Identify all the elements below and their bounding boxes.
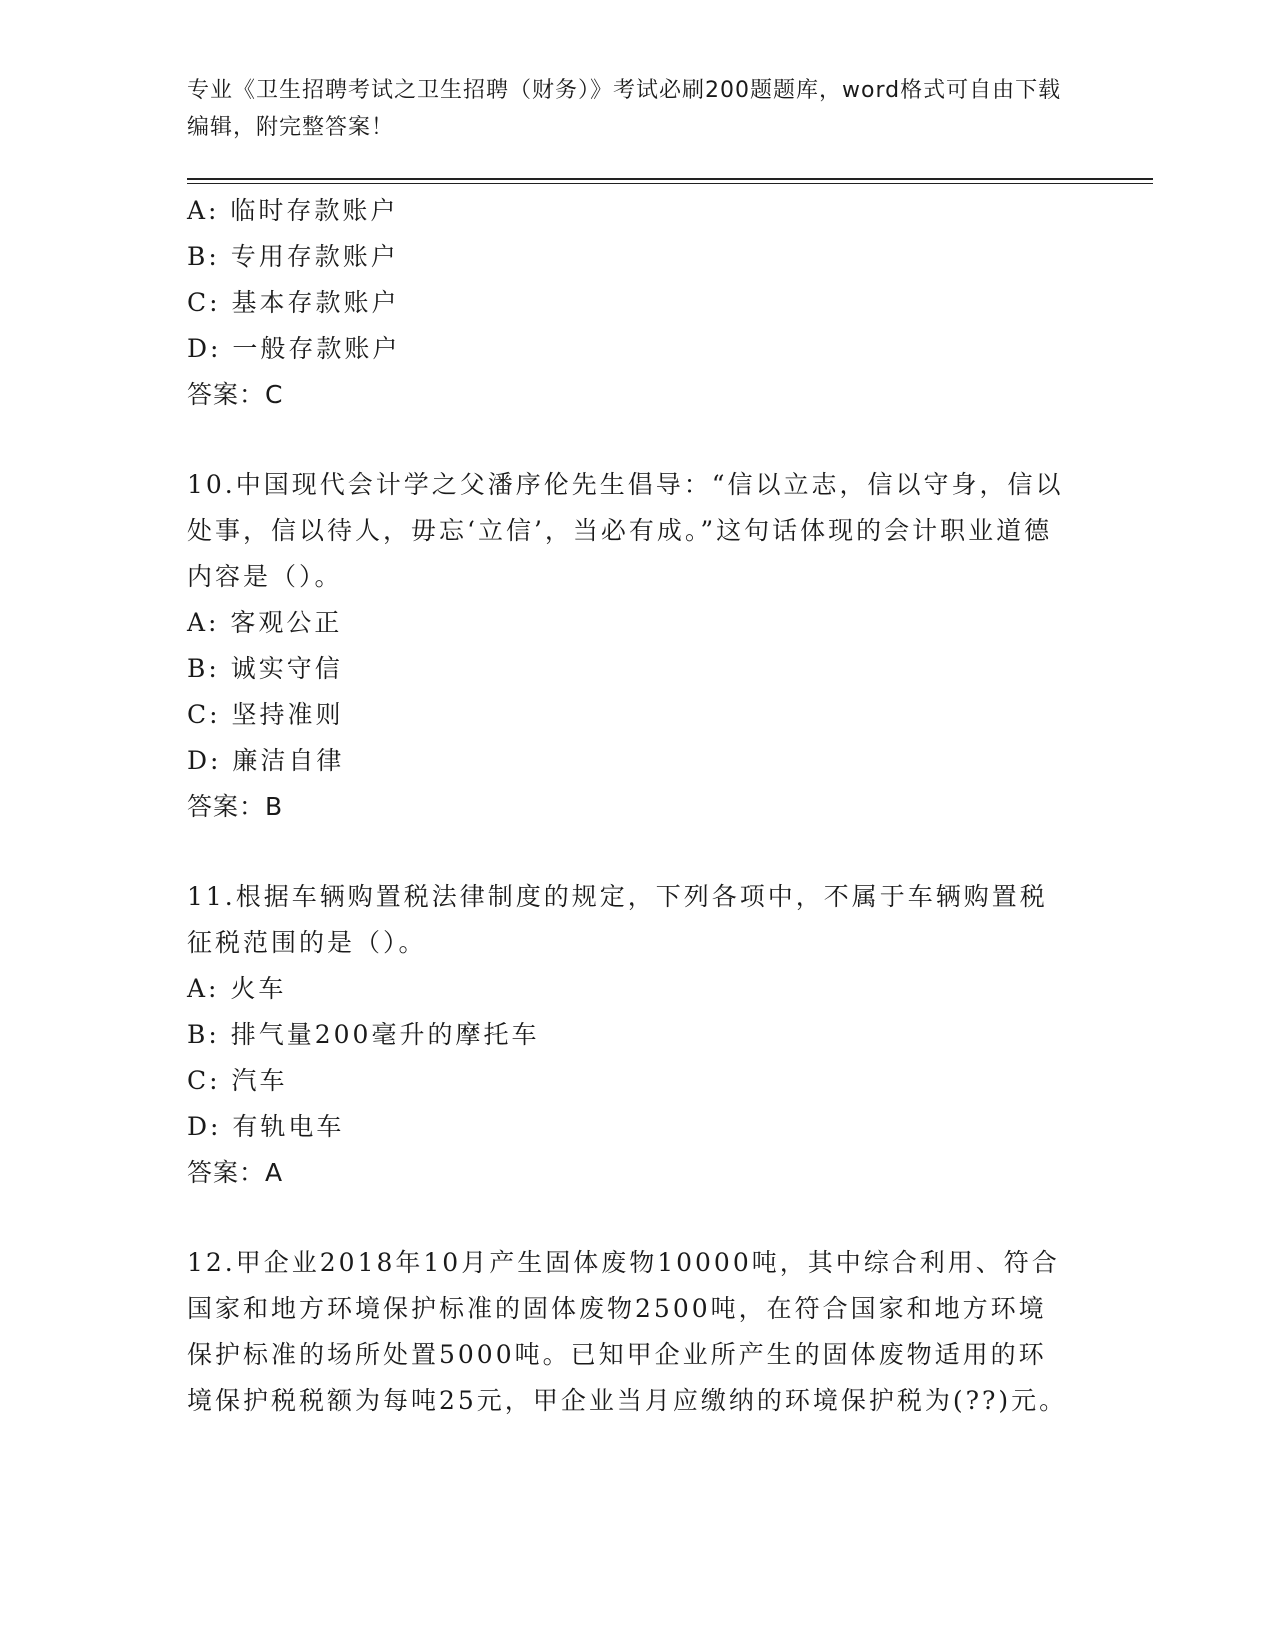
option-b: B: 诚实守信 (187, 654, 343, 683)
spacer (187, 418, 1087, 462)
answer: 答案：C (187, 380, 284, 409)
answer: 答案：B (187, 792, 284, 821)
question-text: 11.根据车辆购置税法律制度的规定，下列各项中，不属于车辆购置税征税范围的是（）。 (187, 882, 1048, 957)
option-a: A: 火车 (187, 974, 287, 1003)
document-header: 专业《卫生招聘考试之卫生招聘（财务）》考试必刷200题题库，word格式可自由下载编辑，附完整答案！ (187, 78, 1062, 140)
option-a: A: 客观公正 (187, 608, 343, 637)
option-b: B: 专用存款账户 (187, 242, 399, 271)
question-list (187, 188, 1087, 1424)
spacer (187, 830, 1087, 874)
header-rule-thick (187, 178, 1153, 180)
option-c: C: 汽车 (187, 1066, 288, 1095)
option-a: A: 临时存款账户 (187, 196, 399, 225)
question-12 (187, 1240, 1087, 1424)
question-text: 12.甲企业2018年10月产生固体废物10000吨，其中综合利用、符合国家和地方环境保护标准的固体废物2500吨，在符合国家和地方环境保护标准的场所处置5000吨。已知甲企业所产生的固体废物适用的环境保护税税额为每吨25元，甲企业当月应缴纳的环境保护税为(??)元。 (187, 1248, 1068, 1415)
option-d: D: 有轨电车 (187, 1112, 345, 1141)
header-rule-thin (187, 183, 1153, 184)
option-d: D: 一般存款账户 (187, 334, 401, 363)
question-9 (187, 188, 1087, 418)
option-d: D: 廉洁自律 (187, 746, 345, 775)
option-c: C: 坚持准则 (187, 700, 344, 729)
answer: 答案：A (187, 1158, 284, 1187)
option-b: B: 排气量200毫升的摩托车 (187, 1020, 540, 1049)
option-c: C: 基本存款账户 (187, 288, 400, 317)
question-text: 10.中国现代会计学之父潘序伦先生倡导：“信以立志，信以守身，信以处事，信以待人，毋忘‘立信’，当必有成。”这句话体现的会计职业道德内容是（）。 (187, 470, 1064, 591)
spacer (187, 1196, 1087, 1240)
question-11 (187, 874, 1087, 1196)
question-10 (187, 462, 1087, 830)
